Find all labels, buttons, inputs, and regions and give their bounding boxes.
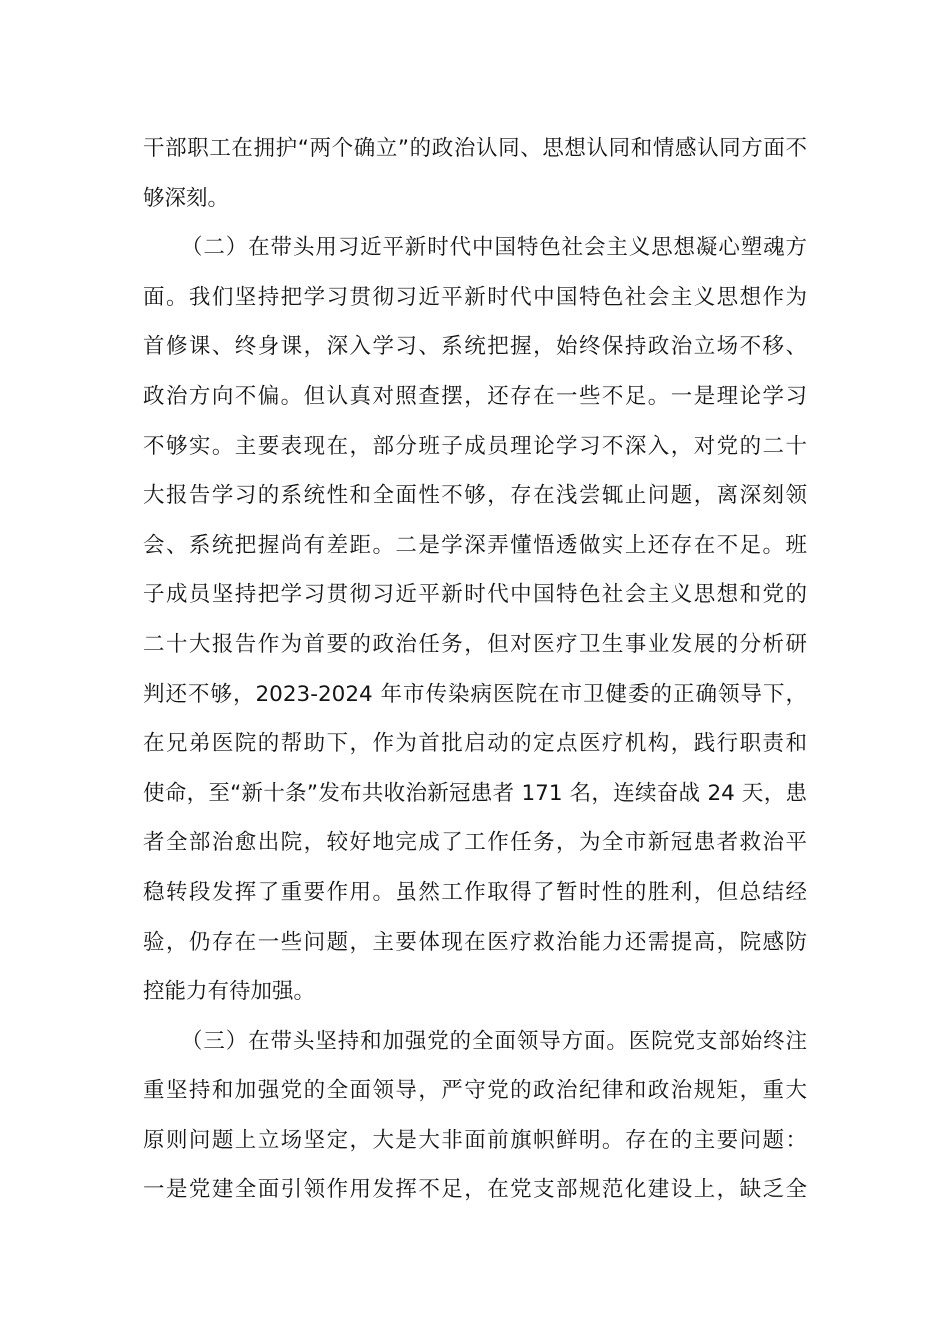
text-line-14: 使命，至“新十条”发布共收治新冠患者 171 名，连续奋战 24 天，患 — [143, 780, 807, 806]
text-line-1: 干部职工在拥护“两个确立”的政治认同、思想认同和情感认同方面不 — [143, 136, 807, 161]
text-line-3: （二）在带头用习近平新时代中国特色社会主义思想凝心塑魂方 — [181, 235, 807, 261]
text-line-9: 会、系统把握尚有差距。二是学深弄懂悟透做实上还存在不足。班 — [143, 532, 807, 558]
text-line-20: 重坚持和加强党的全面领导，严守党的政治纪律和政治规矩，重大 — [143, 1078, 807, 1104]
text-line-4: 面。我们坚持把学习贯彻习近平新时代中国特色社会主义思想作为 — [143, 284, 807, 310]
text-line-8: 大报告学习的系统性和全面性不够，存在浅尝辄止问题，离深刻领 — [143, 483, 807, 509]
text-line-7: 不够实。主要表现在，部分班子成员理论学习不深入，对党的二十 — [143, 433, 807, 459]
text-line-6: 政治方向不偏。但认真对照查摆，还存在一些不足。一是理论学习 — [143, 383, 807, 409]
text-line-11: 二十大报告作为首要的政治任务，但对医疗卫生事业发展的分析研 — [143, 631, 807, 657]
text-line-5: 首修课、终身课，深入学习、系统把握，始终保持政治立场不移、 — [143, 334, 807, 360]
text-line-19: （三）在带头坚持和加强党的全面领导方面。医院党支部始终注 — [181, 1028, 807, 1054]
text-line-15: 者全部治愈出院，较好地完成了工作任务，为全市新冠患者救治平 — [143, 830, 807, 856]
text-line-18: 控能力有待加强。 — [143, 979, 316, 1005]
text-line-16: 稳转段发挥了重要作用。虽然工作取得了暂时性的胜利，但总结经 — [143, 879, 807, 905]
text-line-10: 子成员坚持把学习贯彻习近平新时代中国特色社会主义思想和党的 — [143, 582, 807, 608]
text-line-12: 判还不够，2023-2024 年市传染病医院在市卫健委的正确领导下， — [143, 681, 807, 707]
text-line-17: 验，仍存在一些问题，主要体现在医疗救治能力还需提高，院感防 — [143, 929, 807, 955]
text-line-2: 够深刻。 — [143, 185, 230, 211]
text-line-21: 原则问题上立场坚定，大是大非面前旗帜鲜明。存在的主要问题： — [143, 1127, 807, 1153]
text-line-22: 一是党建全面引领作用发挥不足，在党支部规范化建设上，缺乏全 — [143, 1177, 807, 1203]
body-text — [143, 124, 807, 1215]
text-line-13: 在兄弟医院的帮助下，作为首批启动的定点医疗机构，践行职责和 — [143, 731, 807, 757]
